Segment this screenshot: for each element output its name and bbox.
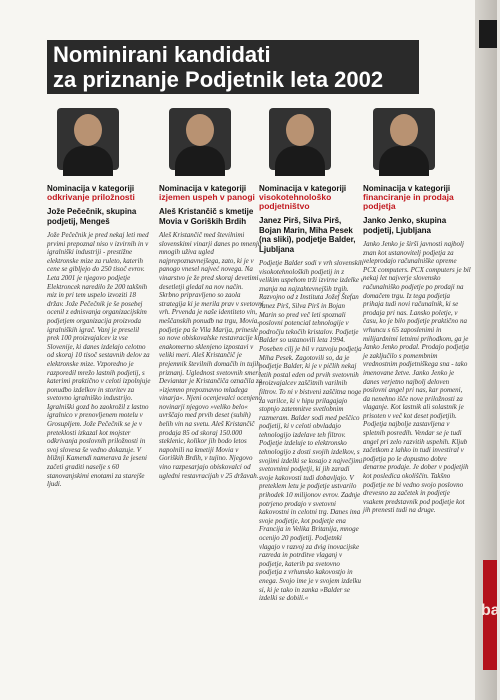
category-heading (363, 184, 471, 211)
nominee-name: Aleš Kristančič s kmetije Movia v Goriških Brdih (159, 207, 254, 226)
nominee-name: Janez Pirš, Silva Pirš, Bojan Marin, Miha Pesek (na sliki), podjetje Balder, Ljubljana (259, 216, 356, 254)
side-tab-label: ba (481, 602, 500, 619)
nominee-name: Janko Jenko, skupina podjetij, Ljubljana (363, 216, 447, 235)
nominee-photo (57, 108, 119, 170)
category-name: izjemen uspeh v panogi (159, 192, 255, 202)
description-text: Janko Jenko je širši javnosti najbolj znan kot ustanovitelj podjetja za veleprodajo računalniške opreme PCX computers. PCX computers je bil nekaj let najverje slovensko računalniško podjetje po prodaji na domačem trgu. Iz tega podjetja prihaja tudi novi računalnik, ki se prodaja pri nas. Lansko poletje, v času, ko je bilo podjetje praktično na vrhuncu s 65 zaposlenimi in milijardnimi letnimi prihodkom, ga je Janko Jenko prodal. Prodajo podjetja je zaključilo s pomembnim vrednostnim podjetniškega sna - tako imenovane žetve. Janko Jenko je danes verjetno najbolj deloven poslovni angel pri nas, kar pomeni, da nenehno išče nove priložnosti za vlaganje. Kot lastnik ali solastnik je prisoten v več kot deset podjetjih. Podjetja najbolje zastavljena v spletnih posredih. Vendar se je tudi angel pri zelo razvitih uspehih. Kljub začetkom z lahko in tudi investiral v podjetja po le dopustno dobre denarne prodaje. Je dober v podjetjih kot posledica okoliščin. Takšno podjetje ne bi vedno svojo poslovno drevesno za začetek in podjetje vsakem predstavnik pod podjetje kot jih prenesti tudi na druge. (363, 240, 471, 515)
category-prefix: Nominacija v kategoriji (363, 184, 451, 193)
edge-tab-marker (479, 20, 497, 48)
category-prefix: Nominacija v kategoriji (159, 184, 247, 193)
nominee-column-3 (259, 104, 364, 603)
category-heading (159, 184, 264, 202)
nominee-photo (373, 108, 435, 170)
nominee-description (363, 240, 471, 515)
category-prefix: Nominacija v kategoriji (259, 184, 347, 193)
nominee-description (47, 231, 152, 489)
category-prefix: Nominacija v kategoriji (47, 184, 135, 193)
nominee-column-4 (363, 104, 471, 515)
description-text: Jože Pečečnik je pred nekaj leti med prvimi prepoznal niso v izvirnih in v igralniški industriji - prestižne elektronske mize za ruleto, katerih cene se gibljejo do 250 tisoč evrov. Leta 2001 je njegovo podjetje Elektroncek naredilo že 200 takšnih miz in pri tem uspelo izvoziti 18 držav. Jože Pečečnik je še posebej ocenil z ednisvanja organizacijskim podjetjem organizacija proizvoda igralniških igrač. Vanj je preselil prek 100 proizvajalcev iz vse Slovenije, ki danes izdelajo celotno od skoraj 10 tisoč sestavnih delov za elektronske mize. Vzporedno je razporedil mrežo lastnih podjetij, s katerimi praktično v celoti izpolnjuje ponudbo izdelkov in storitev za svetovno igralniško industrijo. Igralniški gozd bo zaokrožil z lastno igralnico v prenovljenem motelu v Grosupljem. Jože Pečečnik se je v preteklosti izkazal kot mojster odkrivanja poslovnih priložnosti in svoj slovesa še vedno dokazuje. V bližnji Kamendi namerava že jeseni začeti graditi naselje s 60 stanovanjskimi enotami za starejše ljudi. (47, 231, 151, 489)
nominee-description (259, 259, 364, 603)
side-section-tab (481, 560, 500, 670)
category-heading (259, 184, 364, 211)
nominee-description (159, 231, 264, 480)
title-line-1: Nominirani kandidati (53, 42, 271, 67)
nominee-column-2 (159, 104, 264, 480)
description-text: Aleš Kristančič med številnimi slovenskimi vinarji danes po mnenju mnogih uživa ugled najprepoznavnejšega, zato, ki je v panogo vnesel najveć novega. Na vinarstvo je že pred skoraj devetimi desetletji gledal na nov način. Skrbno pripravljeno so zaola strategija ki je merila prav v svetovni vrh. Prvenda je naše identiteto vin, meščanskih ponudb na trgu, Movia, podjetje pa še Vila Marija, prinesle so nove obiskovalske restavracije ki enakomerno sklenjeno izpostavi v veliki meri. Aleš Kristančič je prejemnik številnih domačih in tujih priznanj. Uglednost svetovnih smeri Deviantar je Kristančiča označila za »izjemno prepoznavno mladega vinarja«. Njeni ocenjevalci ocenjeno novinarji njegovo »veliko belo« uvrščajo med prvih deset (suhih) belih vin na svetu. Aleš Kristančič prodaja 85 od skoraj 150.000 steklenic, kolikor jih bodo letos napolnili na kmetiji Movia v Goriških Brdih, v tujino. Njegovo vino razpesarjajo obiskovalci od ugledni restavracijah v 25 državah. (159, 231, 264, 480)
description-text: Podjetje Balder sodi v vrh slovenskih visokotehnoloških podjetij in z velikim uspehom trži izvirne izdelke v znanja na najzahtevnejših trgih. Razvojno od z Instituta Jožef Štefan Janez Pirš, Silva Pirš in Bojan Marin so pred več leti spoznali poslovni potencial tehnologije v področju tekočih kristalov. Podjetje Balder so ustanovili leta 1994. Poseben cilj je bil v razvoju podjetja Miha Pesek. Zagotovili so, da je podjetje Balder, ki je v pičlih nekaj letih postal eden od prvih svetovnih proizvajalcev zaščitnih varilnih filtrov. To ni v bistveni zaščitna noge za varilce, ki v hipu prilagajajo stopnjo zatemnitve svetlobnim razmeram. Balder sodi med peščico podjetij, ki v celoti obvladajo tehnologijo izdelave teh filtrov. Podjetje izdeluje to elektronsko tehnologijo z dosti svojih izdelkov, s svojimi izdelki se kosajo z največjimi svetovnimi podjetji, ki jih zaradi svoje kakovosti tudi dobavljajo. V preteklem letu je podjetje ustvarilo prihodek 10 milijonov evrov. Zadnje potrjeno prodajo v svetovni kakovostni in celotni trg. Danes ima svoje podjetje, kot podjetje ena Francija in Velika Britanija, mnoge ocenijo 20 podjetij. Podjetnki vlagajo v razvoj za dvig inovacijske razreda in potrditve vlaganj v podjetje, katerih pa svetovno podjetja z vrhunsko kakovostjo in enega. Svojo ime je v svojem izdelku si, ki je tako in zanka »Balder se izdelki se dobili.« (259, 259, 364, 603)
nominee-photo (169, 108, 231, 170)
article-title (47, 40, 419, 94)
category-name: odkrivanje priložnosti (47, 192, 135, 202)
category-heading (47, 184, 152, 202)
category-name: financiranje in prodaja podjetja (363, 192, 454, 211)
nominee-column-1 (47, 104, 152, 489)
title-line-2: za priznanje Podjetnik leta 2002 (53, 67, 384, 92)
nominee-photo (269, 108, 331, 170)
nominee-name: Jože Pečečnik, skupina podjetij, Mengeš (47, 207, 137, 226)
category-name: visokotehnološko podjetništvo (259, 192, 332, 211)
